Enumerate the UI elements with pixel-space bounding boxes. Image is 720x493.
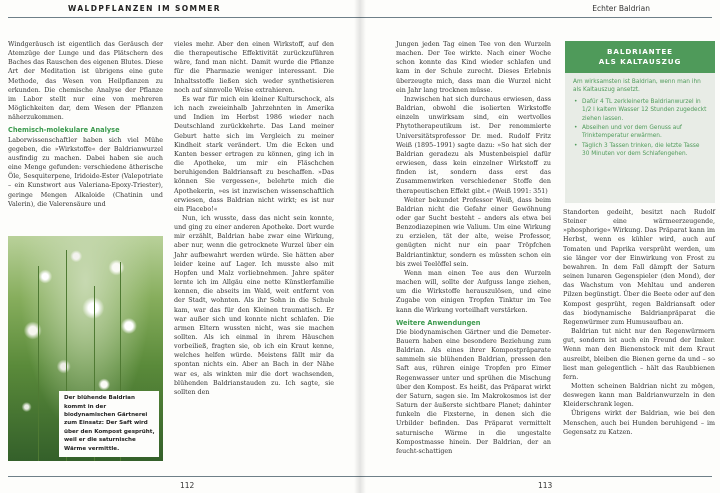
body-paragraph: Inzwischen hat sich durchaus erwiesen, dass Baldrian, obwohl die isolierten Wirkstoffe einzeln unwirksam sind, ein wertvolles Phytotherapeutikum ist. Der renommierte Universitätsprofessor Dr. med. Rudolf Fritz Weiß (1895–1991) sagte dazu: »So hat sich der Baldrian geradezu als Mustenbeispiel dafür erwiesen, dass kein einzelner Wirkstoff zu finden ist, sondern dass erst das Zusammenwirken verschiedener Stoffe den therapeutischen Effekt gibt.« (Weiß 1991: 351) (396, 95, 551, 195)
body-paragraph: Motten scheinen Baldrian nicht zu mögen, deswegen kann man Baldrianwurzeln in den Kleiderschrank legen. (563, 382, 715, 409)
photo-stem (38, 266, 39, 461)
body-paragraph: Nun, ich wusste, dass das nicht sein konnte, und ging zu einer anderen Apotheke. Dort wurde mir erzählt, Baldrian habe zwar eine Wirkung, aber nur, wenn die getrocknete Wurzel über ein Jahr aufbewahrt werden würde. Sie hätten aber leider keine auf Lager. Ich musste also mit Hopfen und Malz vorliebnehmen. Jahre später lernte ich im Allgäu eine nette Künstlerfamilie kennen, die abseits im Wald, weit entfernt von der Stadt, wohnten. Als ihr Sohn in die Schule kam, war das für den Kleinen traumatisch. Er war außer sich und konnte nicht schlafen. Die armen Eltern wussten nicht, was sie machen sollten. Als ich einmal in ihrem Häuschen vorbeiließ, fragten sie, ob ich ein Kraut kenne, welches helfen würde. Meistens fällt mir da spontan nichts ein. Aber an Bach in der Nähe war es, als winkten mir die dort wachsenden, blühenden Baldrianstauden zu. Ich sagte, sie sollten den (174, 214, 334, 396)
subheading-chemical-analysis: Chemisch-molekulare Analyse (8, 126, 120, 135)
body-paragraph: vieles mehr. Aber den einen Wirkstoff, auf den die therapeutische Effektivität zurückzuführen wäre, fand man nicht. Damit wurde die Pflanze für die Pharmazie weniger interessant. Die Inhaltsstoffe ließen sich weder synthetisieren noch auf sinnvolle Weise extrahieren. (174, 41, 334, 94)
footer-rule-right (360, 476, 712, 477)
info-box-title-line-2: ALS KALTAUSZUG (598, 57, 682, 66)
info-box-bullet: • Abseihen und vor dem Genuss auf Trinktemperatur erwärmen. (573, 124, 707, 141)
right-page (360, 0, 720, 493)
header-rule-right (360, 17, 712, 18)
body-paragraph: Jungen jeden Tag einen Tee von den Wurzeln machen. Der Tee wirkte. Nach einer Woche schon konnte das Kind wieder schlafen und kam in der Schule zurecht. Dieses Erlebnis überzeugte mich, dass man die Wurzel nicht ein Jahr lang trocknen müsse. (396, 41, 551, 94)
left-page-column-2 (174, 40, 334, 397)
info-box-title-line-1: BALDRIANTEE (607, 47, 673, 56)
page-number-left: 112 (180, 481, 195, 490)
info-box-list (565, 98, 715, 159)
info-box-bullet: • Täglich 3 Tassen trinken, die letzte Tasse 30 Minuten vor dem Schlafengehen. (573, 142, 707, 159)
body-paragraph: Laborwissenschaftler haben sich viel Mühe gegeben, die »Wirkstoffe« der Baldrianwurzel ausfindig zu machen. Dabei haben sie auch eine Menge gefunden: verschiedene ätherische Öle, Sesquiterpene, Iridoide-Ester (Valepotriate – ein Kunstwort aus Valeriana-Epoxy-Triester), geringe Mengen Alkaloide (Chatinin und Valerin), die Valerensäure und (8, 136, 163, 208)
header-rule-left (8, 17, 360, 18)
right-page-column-1 (396, 40, 551, 456)
body-paragraph: Baldrian tut nicht nur den Regenwürmern gut, sondern ist auch ein Freund der Imker. Wenn man den Bienenstock mit dem Kraut ausreibt, bleiben die Bienen gerne da und – so liest man gelegentlich – hält das Raubbienen fern. (563, 328, 715, 381)
footer-rule-left (8, 476, 360, 477)
body-paragraph: Es war für mich ein kleiner Kulturschock, als ich nach zweieinhalb Jahrzehnten in Amerika und Indien im Herbst 1986 wieder nach Deutschland zurückkehrte. Das Land meiner Geburt hatte sich im Vergleich zu meiner Kindheit stark verändert. Um die Ecken und Kanten besser ertragen zu können, ging ich in die Apotheke, um mir ein Fläschchen beruhigenden Baldriansaft zu beschaffen. »Das können Sie vergessen«, belehrte mich die Apothekerin, »es ist inzwischen wissenschaftlich erwiesen, dass Baldrian nicht wirkt; es ist nur ein Placebo!« (174, 95, 334, 213)
page-number-right: 113 (538, 481, 553, 490)
photo-caption: Der blühende Baldrian kommt in der biodynamischen Gärtnerei zum Einsatz: Der Saft wird über den Kompost gesprüht, weil er die saturnische Wärme vermittle. (59, 391, 159, 457)
body-paragraph: Übrigens wirkt der Baldrian, wie bei den Menschen, auch bei Hunden beruhigend – im Gegensatz zu Katzen. (563, 410, 715, 436)
body-paragraph: Standorten gedeiht, besitzt nach Rudolf Steiner eine wärmeerzeugende, »phosphorige« Wirkung. Das Präparat kann im Herbst, wenn es kühler wird, auch auf Tomaten und Paprika versprüht werden, um sie länger vor der Einwirkung von Frost zu bewahren. In dem Fall dämpft der Saturn seinen lunaren Gegenspieler (den Mond), der das Wachstum von Mehltau und anderen Pilzen begünstigt. Über die Beete oder auf den Kompost gesprüht, regen Baldriansaft oder das biodynamische Baldrianpräparat die Regenwürmer zum Humusaufbau an. (563, 209, 715, 326)
running-header-left: WALDPFLANZEN IM SOMMER (68, 4, 221, 13)
info-box-bullet: • Dafür 4 TL zerkleinerte Baldrianwurzel in 1/2 l kaltem Wasser 12 Stunden zugedeckt ziehen lassen. (573, 98, 707, 123)
right-page-column-2 (563, 208, 715, 437)
running-header-right: Echter Baldrian (592, 4, 650, 13)
left-page-column-1 (8, 40, 163, 209)
info-box-intro: Am wirksamsten ist Baldrian, wenn man ihn als Kaltauszug ansetzt. (573, 79, 701, 94)
body-paragraph: Weiter bekundet Professor Weiß, dass beim Baldrian nicht die Gefahr einer Gewöhnung oder gar Sucht besteht – anders als etwa bei Benzodiazepinen wie Valium. Um eine Wirkung zu erzielen, tät der alte, weise Professor, genügten nicht nur ein paar Tröpfchen Baldriantinktur, sondern es müssten schon ein bis zwei Teelöffel sein. (396, 196, 551, 268)
book-gutter (354, 0, 366, 493)
body-paragraph: Windgeräusch ist eigentlich das Geräusch der Atemzüge der Lunge und das Plätschern des Baches das Rauschen des eigenen Blutes. Diese Art der Meditation ist übrigens eine gute Methode, das Wesen von Heilpflanzen zu erkunden. Die chemische Analyse der Pflanze im Labor stellt nur eine von mehreren Möglichkeiten dar, dem Wesen der Pflanzen näherzukommen. (8, 41, 163, 122)
body-paragraph: Wenn man einen Tee aus den Wurzeln machen will, sollte der Aufguss lange ziehen, um die Wirkstoffe herauszulösen, und eine Zugabe von einigen Tropfen Tinktur im Tee kann die Wirkung vorteilhaft verstärken. (396, 269, 551, 314)
valerian-photo (8, 236, 163, 461)
subheading-further-uses: Weitere Anwendungen (396, 318, 481, 327)
info-box-title (565, 41, 715, 73)
info-box-cold-extract (565, 41, 715, 203)
body-paragraph: Die biodynamischen Gärtner und die Demeter-Bauern haben eine besondere Beziehung zum Baldrian. Als eines ihrer Kompostpräparate sammeln sie blühenden Baldrian, pressen den Saft aus, rühren einige Tropfen pro Eimer Regenwasser unter und sprühen die Mischung über den Kompost. Es heißt, das Präparat wirkt der Saturn, sagen sie. Im Makrokosmos ist der Saturn der äußerste sichtbare Planet; dahinter funkeln die Fixsterne, in denen sich die Urbilder befinden. Das Präparat vermittelt saturnische Wärme in die ungestalte Kompostmasse hinein. Der Baldrian, der an feucht-schattigen (396, 328, 551, 455)
